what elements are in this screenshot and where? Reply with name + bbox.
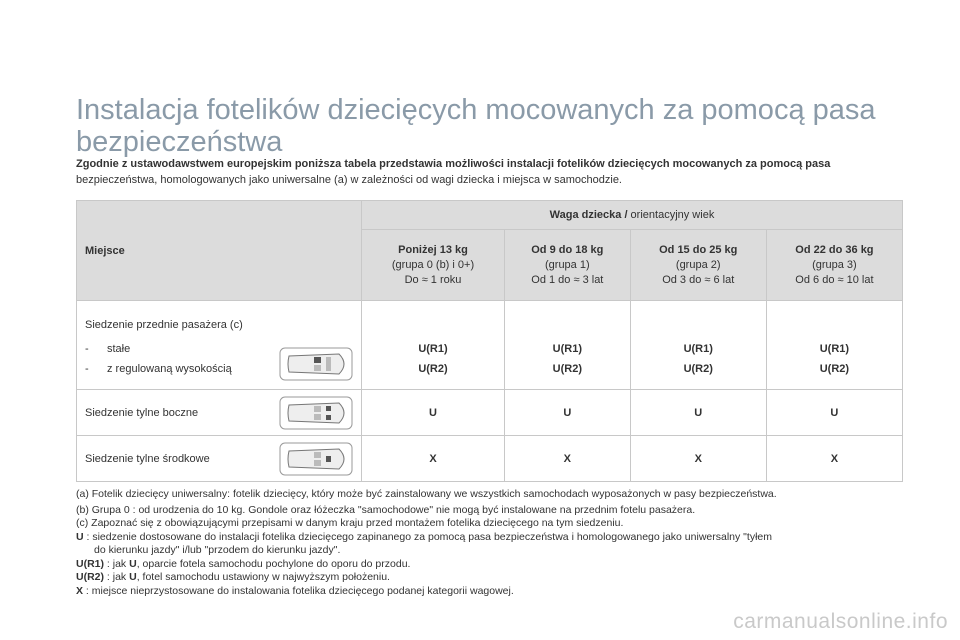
group-title: Poniżej 13 kg: [398, 243, 468, 256]
table-row-rear-center: [77, 436, 362, 482]
group-age: Od 1 do ≈ 3 lat: [531, 273, 604, 286]
seat-value: U: [766, 390, 902, 436]
note-u: [76, 531, 906, 545]
place-header: Miejsce: [77, 201, 362, 301]
seat-value: U(R1): [819, 343, 850, 355]
note-key: U(R2): [76, 571, 104, 583]
child-seat-table: [76, 200, 903, 482]
intro-text: bezpieczeństwa, homologowanych jako uniwersalne (a) w zależności od wagi dziecka i miejsca w samochodzie.: [76, 174, 622, 186]
note-text: : jak: [104, 557, 130, 570]
note-key: U(R1): [76, 557, 104, 570]
seat-value: X: [505, 436, 631, 482]
note-text: : miejsce nieprzystosowane do instalowania fotelika dziecięcego podanej kategorii wagowej.: [83, 584, 514, 597]
seat-value: X: [630, 436, 766, 482]
dash: -: [85, 343, 89, 355]
table-row-rear-side: [77, 390, 362, 436]
seat-value: X: [766, 436, 902, 482]
rear-center-label: Siedzenie tylne środkowe: [85, 452, 210, 465]
seat-value: U(R2): [683, 363, 713, 375]
group-header-3: [766, 230, 902, 301]
group-age: Do ≈ 1 roku: [404, 273, 462, 286]
note-ur2: [76, 571, 906, 585]
group-title: Od 22 do 36 kg: [795, 243, 874, 256]
weight-header: [362, 201, 903, 230]
group-age: Od 3 do ≈ 6 lat: [662, 273, 735, 286]
seat-value: U: [505, 390, 631, 436]
car-rear-side-seat-icon: [279, 396, 353, 430]
seat-value: U(R1): [683, 343, 713, 355]
group-header-0: [362, 230, 505, 301]
note-text: : siedzenie dostosowane do instalacji fotelika dziecięcego zapinanego za pomocą pasa bezpieczeństwa i homologowanego jako uniwersalny "tyłem: [83, 530, 772, 543]
group-title: Od 9 do 18 kg: [531, 243, 604, 256]
group-name: (grupa 3): [812, 258, 857, 271]
weight-header-bold: Waga dziecka /: [549, 209, 628, 221]
note-key: U: [76, 530, 84, 543]
cell-front-1: [505, 301, 631, 390]
group-name: (grupa 0 (b) i 0+): [391, 258, 475, 271]
car-rear-center-seat-icon: [279, 442, 353, 476]
group-header-1: [505, 230, 631, 301]
seat-value: U: [362, 390, 505, 436]
dash: -: [85, 363, 89, 375]
group-age: Od 6 do ≈ 10 lat: [795, 273, 874, 286]
note-key: X: [76, 584, 84, 597]
seat-value: U(R2): [418, 363, 448, 375]
front-sub-label: stałe: [107, 343, 131, 355]
car-front-seat-icon: [279, 347, 353, 381]
seat-value: U: [630, 390, 766, 436]
note-u-cont: do kierunku jazdy" i/lub "przodem do kierunku jazdy".: [94, 544, 341, 556]
seat-value: X: [362, 436, 505, 482]
footnotes: [76, 488, 906, 598]
cell-front-0: [362, 301, 505, 390]
intro-bold-text: Zgodnie z ustawodawstwem europejskim poniższa tabela przedstawia możliwości instalacji fotelików dziecięcych mocowanych za pomocą pasa: [76, 158, 831, 170]
group-title: Od 15 do 25 kg: [659, 243, 738, 256]
seat-value: U(R1): [418, 343, 448, 355]
seat-value: U(R2): [819, 363, 850, 375]
note-x: [76, 585, 906, 599]
note-key: U: [129, 571, 137, 583]
front-seat-label: Siedzenie przednie pasażera (c): [85, 319, 243, 331]
note-key: U: [129, 557, 137, 570]
cell-front-3: [766, 301, 902, 390]
seat-value: U(R1): [552, 343, 582, 355]
note-text: , fotel samochodu ustawiony w najwyższym położeniu.: [136, 571, 390, 583]
note-c: (c) Zapoznać się z obowiązującymi przepisami w danym kraju przed montażem fotelika dziecięcego na tym siedzeniu.: [76, 517, 624, 529]
note-text: , oparcie fotela samochodu pochylone do oporu do przodu.: [136, 557, 411, 570]
page-title: Instalacja fotelików dziecięcych mocowanych za pomocą pasa bezpieczeństwa: [76, 94, 876, 158]
note-ur1: [76, 558, 906, 572]
group-header-2: [630, 230, 766, 301]
note-b: (b) Grupa 0 : od urodzenia do 10 kg. Gondole oraz łóżeczka "samochodowe" nie mogą być instalowane na przednim fotelu pasażera.: [76, 503, 696, 516]
rear-side-label: Siedzenie tylne boczne: [85, 406, 199, 419]
note-a: (a) Fotelik dziecięcy uniwersalny: fotelik dziecięcy, który może być zainstalowany we wszystkich samochodach wyposażonych w pasy bezpieczeństwa.: [76, 488, 777, 500]
watermark: carmanualsonline.info: [733, 610, 948, 633]
note-text: : jak: [104, 571, 130, 583]
cell-front-2: [630, 301, 766, 390]
table-row-front: [77, 301, 362, 390]
front-sub-label: z regulowaną wysokością: [107, 363, 232, 375]
seat-value: U(R2): [552, 363, 582, 375]
weight-header-light: orientacyjny wiek: [627, 209, 715, 221]
group-name: (grupa 2): [675, 258, 721, 271]
group-name: (grupa 1): [545, 258, 590, 271]
